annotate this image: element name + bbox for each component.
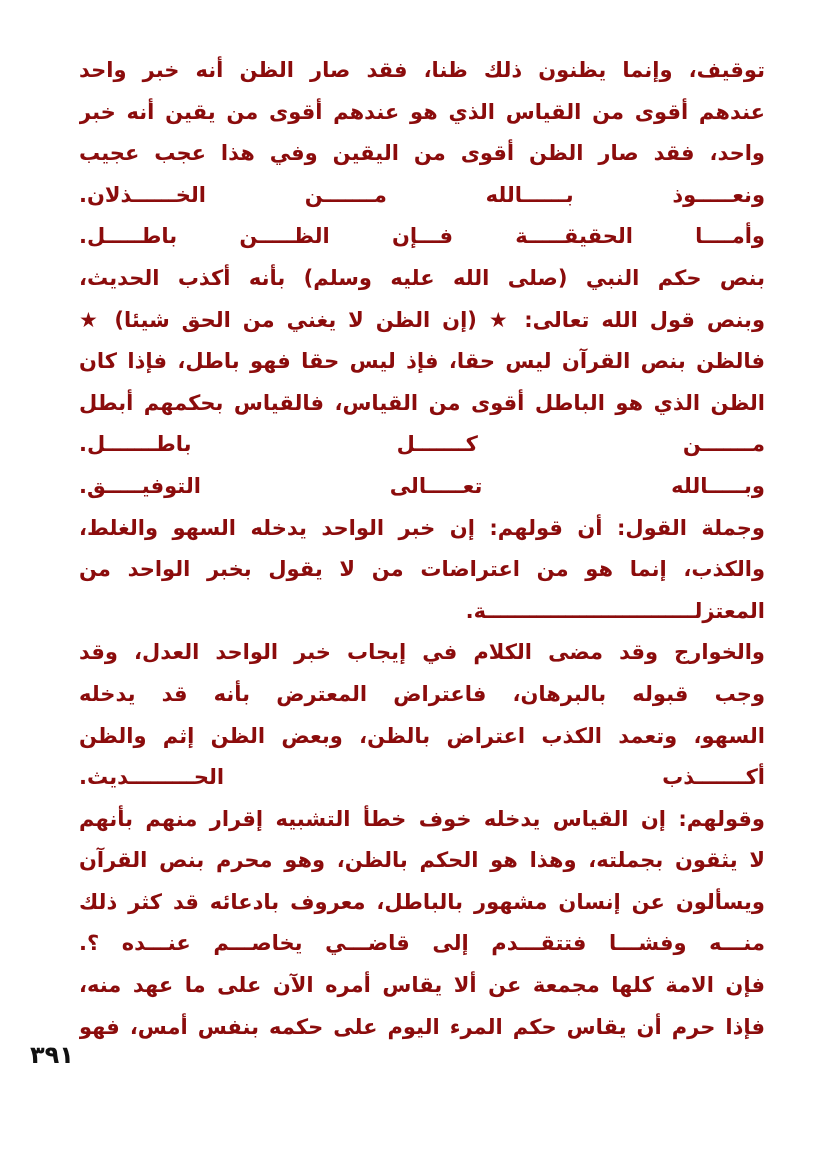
text-line: وقولهم: إن القياس يدخله خوف خطأ التشبيه إقرار منهم بأنهم bbox=[79, 806, 765, 831]
text-line: الظن الذي هو الباطل أقوى من القياس، فالقياس بحكمهم أبطل bbox=[79, 390, 765, 415]
text-line: وبنص قول الله تعالى: ★ (إن الظن لا يغني من الحق شيئا) ★ bbox=[79, 307, 765, 332]
text-line: وأمــــا الحقيقـــــة فـــإن الظـــــن باطـــــل. bbox=[79, 224, 765, 249]
text-line: فإذا حرم أن يقاس حكم المرء اليوم على حكمه بنفس أمس، فهو bbox=[79, 1014, 765, 1039]
text-line: ونعـــــوذ بــــــالله مـــــــن الخــــــذلان. bbox=[79, 182, 765, 207]
text-line: توقيف، وإنما يظنون ذلك ظنا، فقد صار الظن أنه خبر واحد bbox=[79, 58, 765, 82]
text-line: واحد، فقد صار الظن أقوى من اليقين وفي هذا عجب عجيب bbox=[79, 141, 765, 166]
text-line: وبـــــالله تعـــــالى التوفيـــــق. bbox=[79, 473, 765, 498]
text-line: بنص حكم النبي (صلى الله عليه وسلم) بأنه أكذب الحديث، bbox=[79, 265, 765, 290]
text-line: والكذب، إنما هو من اعتراضات من لا يقول بخبر الواحد من bbox=[79, 557, 765, 582]
page-number: ٣٩١ bbox=[30, 1041, 74, 1069]
text-line: فإن الامة كلها مجمعة عن ألا يقاس أمره الآن على ما عهد منه، bbox=[79, 973, 765, 998]
text-line: وجملة القول: أن قولهم: إن خبر الواحد يدخله السهو والغلط، bbox=[79, 515, 765, 540]
body-text bbox=[79, 50, 765, 1048]
text-line: والخوارج وقد مضى الكلام في إيجاب خبر الواحد العدل، وقد bbox=[79, 640, 765, 665]
text-line: منـــه وفشـــا فتتقـــدم إلى قاضـــي يخاصـــم عنـــده ؟. bbox=[79, 931, 765, 956]
text-line: مـــــــن كـــــــل باطـــــــل. bbox=[79, 432, 765, 457]
text-line: السهو، وتعمد الكذب اعتراض بالظن، وبعض الظن إثم والظن bbox=[79, 723, 765, 748]
text-line: لا يثقون بجملته، وهذا هو الحكم بالظن، وهو محرم بنص القرآن bbox=[79, 848, 765, 873]
text-line: المعتزلـــــــــــــــــــــــــــــة. bbox=[465, 598, 765, 623]
text-line: وجب قبوله بالبرهان، فاعتراض المعترض بأنه قد يدخله bbox=[79, 681, 765, 706]
text-line: عندهم أقوى من القياس الذي هو عندهم أقوى من يقين أنه خبر bbox=[79, 99, 765, 124]
text-line: ويسألون عن إنسان مشهور بالباطل، معروف بادعائه قد كثر ذلك bbox=[79, 889, 765, 914]
text-line: أكـــــــذب الحـــــــــديث. bbox=[79, 765, 765, 790]
text-line: فالظن بنص القرآن ليس حقا، فإذ ليس حقا فهو باطل، فإذا كان bbox=[79, 349, 765, 374]
